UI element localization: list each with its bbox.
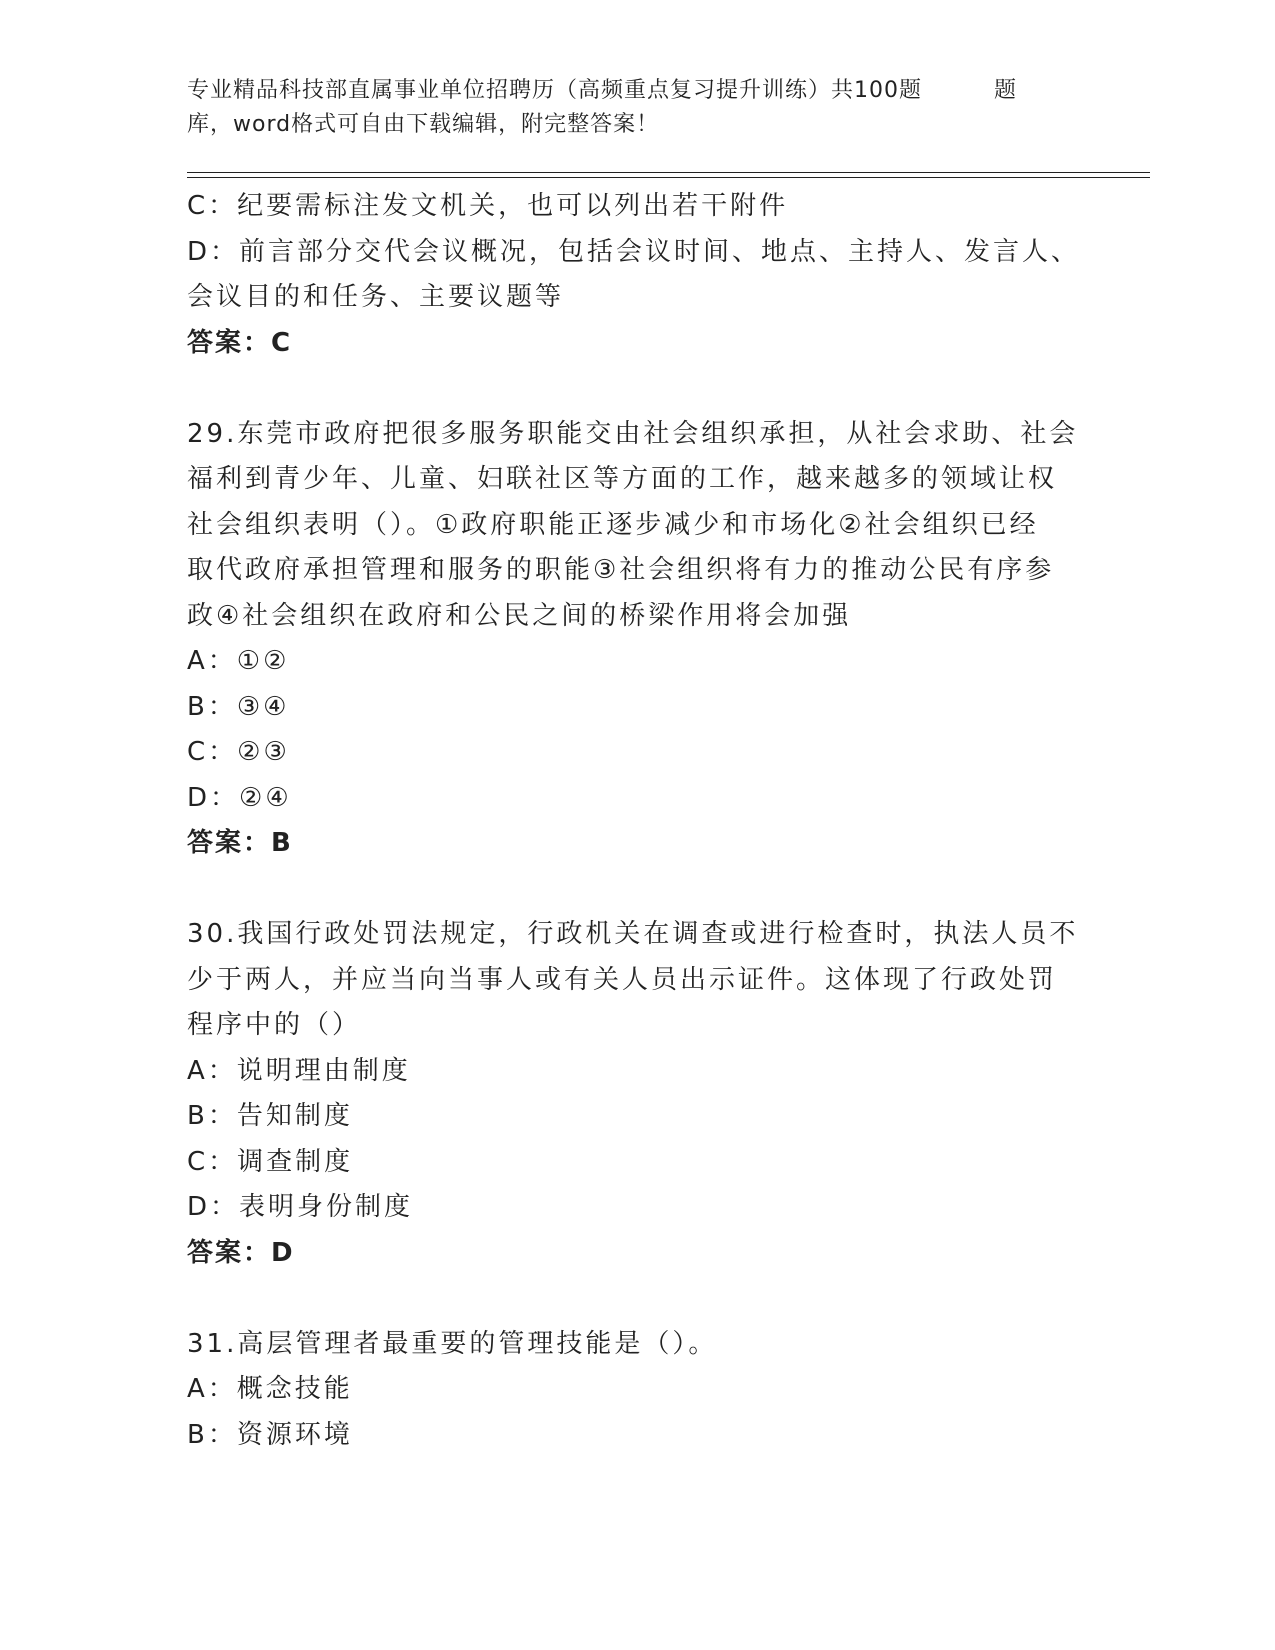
question-content: [187, 184, 1087, 1458]
question-text-line: 政④社会组织在政府和公民之间的桥梁作用将会加强: [187, 600, 852, 631]
question-30: [187, 912, 1087, 1276]
option-a: A：概念技能: [187, 1374, 353, 1404]
spacer: [187, 366, 1087, 412]
previous-question-tail: [187, 184, 1087, 366]
header-rule-top: [187, 172, 1150, 173]
answer-line: 答案：C: [187, 327, 293, 358]
answer-line: 答案：D: [187, 1237, 295, 1268]
question-text-line: 社会组织表明（）。①政府职能正逐步减少和市场化②社会组织已经: [187, 509, 1039, 540]
option-d-continued: 会议目的和任务、主要议题等: [187, 282, 565, 312]
page-header: [187, 74, 1087, 142]
option-d: D：表明身份制度: [187, 1192, 414, 1222]
question-text-line: 29.东莞市政府把很多服务职能交由社会组织承担，从社会求助、社会: [187, 418, 1079, 449]
option-c: C：调查制度: [187, 1146, 354, 1177]
option-b: B：③④: [187, 691, 290, 722]
header-line-2: 库，word格式可自由下载编辑，附完整答案！: [187, 112, 660, 137]
question-text-line: 福利到青少年、儿童、妇联社区等方面的工作，越来越多的领域让权: [187, 464, 1058, 494]
question-text-line: 少于两人，并应当向当事人或有关人员出示证件。这体现了行政处罚: [187, 964, 1058, 995]
header-title-tail: 题: [994, 78, 1018, 103]
option-b: B：告知制度: [187, 1101, 353, 1131]
header-rule-bottom: [187, 177, 1150, 178]
option-c: C：②③: [187, 737, 290, 767]
option-a: A：说明理由制度: [187, 1055, 411, 1086]
option-c: C：纪要需标注发文机关，也可以列出若干附件: [187, 191, 789, 221]
header-title-text: 专业精品科技部直属事业单位招聘历（高频重点复习提升训练）共100题: [187, 78, 922, 103]
question-31: [187, 1322, 1087, 1459]
question-text-line: 30.我国行政处罚法规定，行政机关在调查或进行检查时，执法人员不: [187, 919, 1079, 949]
question-29: [187, 412, 1087, 867]
header-line-1: [187, 74, 1087, 108]
option-b: B：资源环境: [187, 1419, 353, 1450]
answer-line: 答案：B: [187, 828, 293, 858]
option-a: A：①②: [187, 646, 290, 676]
spacer: [187, 867, 1087, 913]
option-d: D：前言部分交代会议概况，包括会议时间、地点、主持人、发言人、: [187, 236, 1081, 267]
option-d: D：②④: [187, 782, 292, 813]
spacer: [187, 1276, 1087, 1322]
question-text-line: 程序中的（）: [187, 1010, 362, 1040]
question-text-line: 取代政府承担管理和服务的职能③社会组织将有力的推动公民有序参: [187, 555, 1055, 585]
question-text-line: 31.高层管理者最重要的管理技能是（）。: [187, 1328, 718, 1359]
